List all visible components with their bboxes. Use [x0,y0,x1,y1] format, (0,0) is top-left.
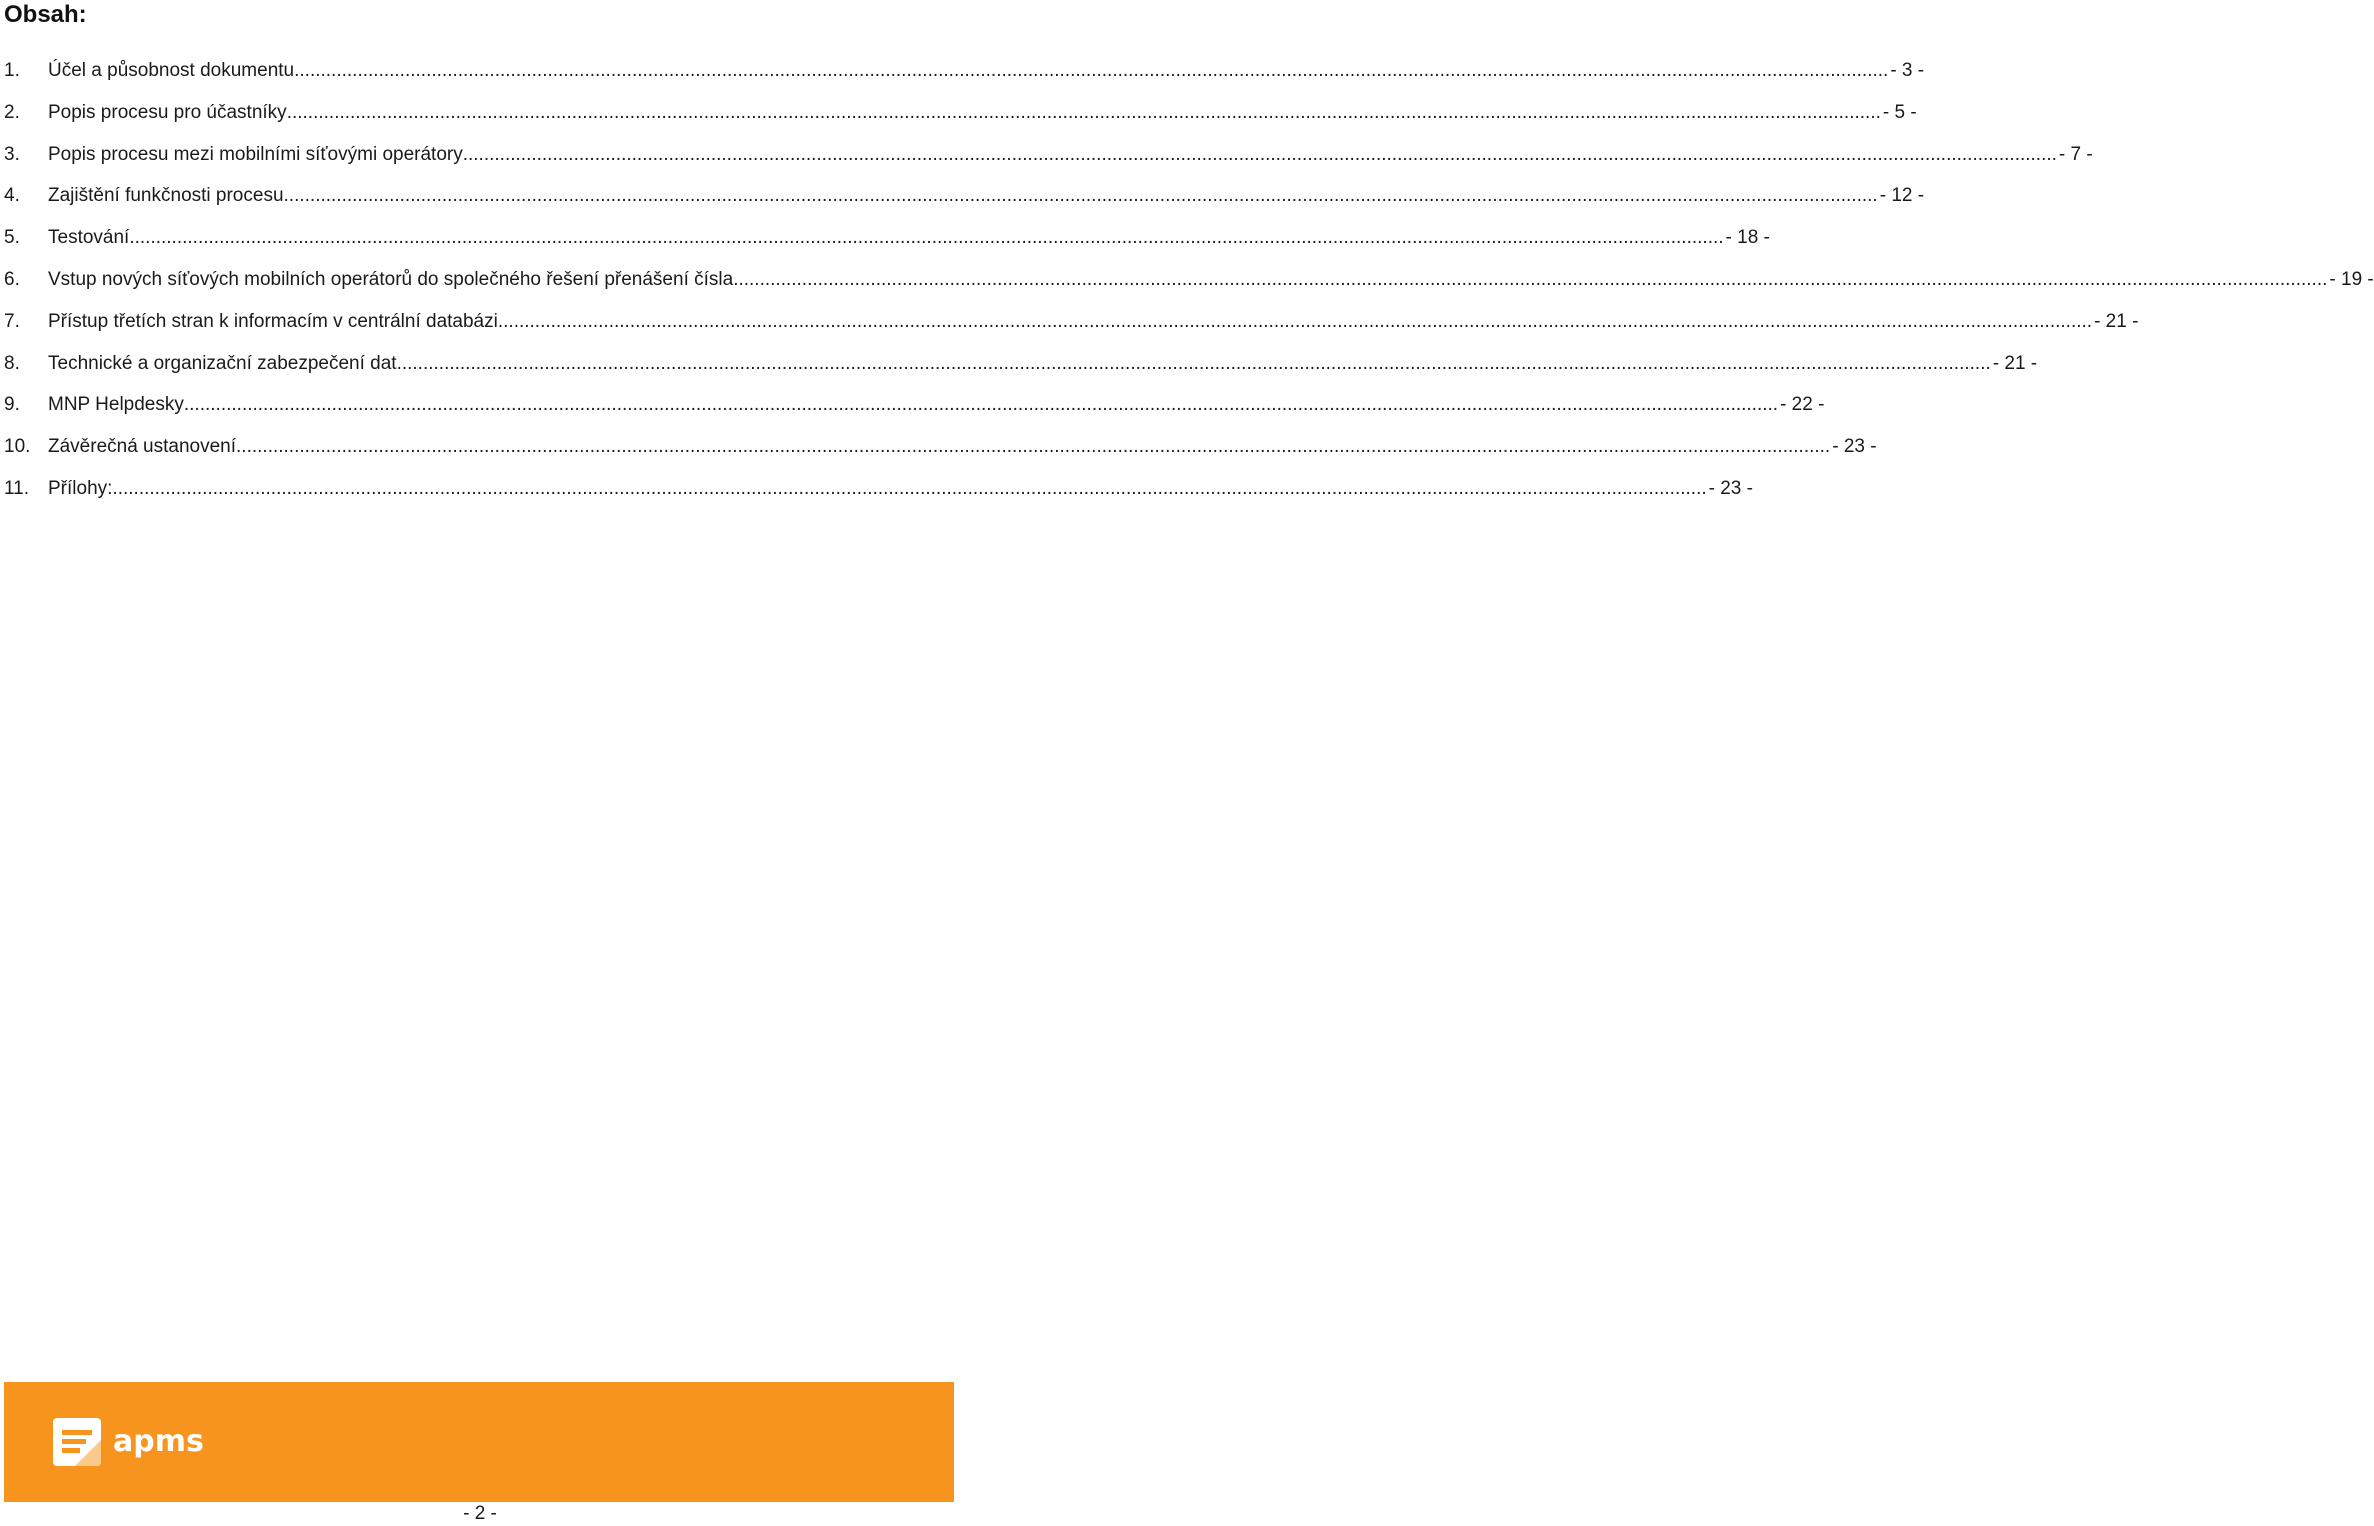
toc-entry-page: - 22 - [1780,394,1825,416]
toc-entry-number: 5. [4,227,20,249]
toc-entry-page: - 19 - [2329,268,2374,290]
toc-entry[interactable] [4,58,1925,100]
toc-dot-leader [397,351,1991,377]
toc-dot-leader [236,434,1830,460]
toc-entry[interactable] [4,267,2374,309]
toc-entry-number: 4. [4,185,20,207]
toc-entry-number: 7. [4,310,20,332]
toc-entry[interactable] [4,142,2093,184]
toc-entry[interactable] [4,392,1825,434]
toc-entry[interactable] [4,434,1877,476]
toc-entry-page: - 18 - [1725,227,1770,249]
toc-entry[interactable] [4,100,1917,142]
toc-entry-number: 11. [4,477,30,499]
toc-entry-page: - 21 - [2094,310,2139,332]
toc-dot-leader [287,100,1881,126]
toc-entry-title: Zajištění funkčnosti procesu [48,185,284,207]
toc-entry-title: Vstup nových síťových mobilních operátorů do společného řešení přenášení čísla [48,268,734,290]
toc-dot-leader [112,476,1706,502]
toc-entry-title: Technické a organizační zabezpečení dat [48,352,397,374]
toc-dot-leader [294,58,1888,84]
toc-entry[interactable] [4,309,2139,351]
toc-dot-leader [498,309,2092,335]
toc-entry-title: Testování [48,227,130,249]
toc-entry[interactable] [4,476,1753,518]
apms-logo [53,1418,204,1466]
toc-entry-number: 2. [4,101,20,123]
toc-dot-leader [733,267,2327,293]
toc-entry-number: 1. [4,60,20,81]
toc-entry-number: 6. [4,268,20,290]
toc-dot-leader [463,142,2057,168]
toc-entry-page: - 23 - [1832,436,1877,458]
toc-entry[interactable] [4,183,1925,225]
toc-entry-page: - 5 - [1882,101,1917,123]
toc-entry[interactable] [4,225,1770,267]
toc-entry-title: MNP Helpdesky [48,394,184,416]
footer-band [4,1382,954,1502]
toc-entry-page: - 12 - [1879,185,1925,207]
toc-entry-title: Popis procesu pro účastníky [48,101,287,123]
table-of-contents [4,58,2374,518]
toc-entry-number: 10. [4,436,31,458]
toc-entry[interactable] [4,351,2038,393]
toc-entry-number: 8. [4,352,20,374]
apms-logo-icon [53,1418,101,1466]
toc-title: Obsah: [4,1,87,28]
toc-entry-page: - 21 - [1992,352,2038,374]
apms-logo-wordmark: apms [113,1424,204,1459]
toc-entry-number: 3. [4,143,20,165]
toc-entry-title: Přílohy: [48,477,113,499]
toc-entry-page: - 23 - [1708,477,1753,499]
toc-entry-title: Závěrečná ustanovení [48,436,237,458]
toc-dot-leader [129,225,1723,251]
toc-entry-number: 9. [4,394,20,416]
toc-entry-title: Popis procesu mezi mobilními síťovými operátory [48,143,463,165]
toc-dot-leader [184,392,1778,418]
toc-entry-page: - 7 - [2058,143,2093,165]
toc-entry-title: Účel a působnost dokumentu [48,60,295,81]
toc-dot-leader [284,183,1878,209]
toc-entry-title: Přístup třetích stran k informacím v centrální databázi [48,310,498,332]
page-number: - 2 - [463,1503,497,1524]
toc-entry-page: - 3 - [1890,60,1925,81]
